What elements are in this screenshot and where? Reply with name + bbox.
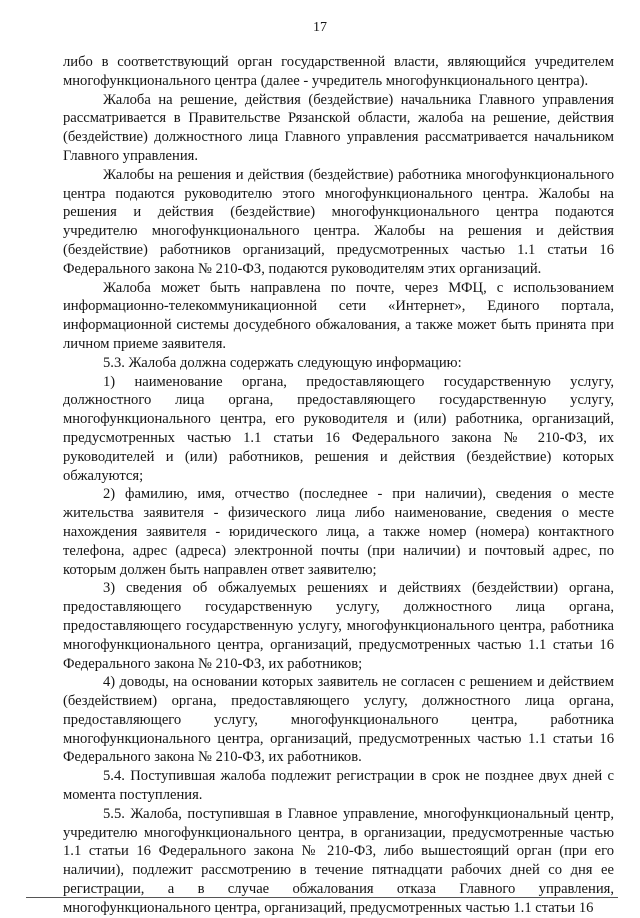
paragraph: 4) доводы, на основании которых заявитель не согласен с решением и действием (бездействием) органа, предоставляющего услугу, должностного лица органа, предоставляющего услугу, многофункционального центра, работника многофункционального центра, организаций, предусмотренных частью 1.1 статьи 16 Федерального закона № 210-ФЗ, их работников. bbox=[63, 674, 614, 766]
paragraph: 2) фамилию, имя, отчество (последнее - при наличии), сведения о месте жительства заявителя - физического лица либо наименование, сведения о месте нахождения заявителя - юридического лица, а также номер (номера) контактного телефона, адрес (адреса) электронной почты (при наличии) и почтовый адрес, по которым должен быть направлен ответ заявителю; bbox=[63, 486, 614, 578]
paragraph: либо в соответствующий орган государственной власти, являющийся учредителем многофункционального центра (далее - учредитель многофункционального центра). bbox=[63, 54, 614, 89]
footer-rule bbox=[26, 897, 618, 898]
paragraph: 1) наименование органа, предоставляющего государственную услугу, должностного лица органа, предоставляющего государственную услугу, многофункционального центра, его руководителя и (или) работника, организаций, предусмотренных частью 1.1 статьи 16 Федерального закона № 210-ФЗ, их руководителей и (или) работников, решения и действия (бездействие) которых обжалуются; bbox=[63, 373, 614, 484]
body-text bbox=[63, 53, 614, 918]
paragraph: Жалоба может быть направлена по почте, через МФЦ, с использованием информационно-телекоммуникационной сети «Интернет», Единого портала, информационной системы досудебного обжалования, а также может быть принята при личном приеме заявителя. bbox=[63, 279, 614, 352]
paragraph: 5.3. Жалоба должна содержать следующую информацию: bbox=[103, 354, 462, 371]
paragraph: Жалоба на решение, действия (бездействие) начальника Главного управления рассматривается в Правительстве Рязанской области, жалоба на решение, действия (бездействие) должностного лица Главного управления рассматривается начальником Главного управления. bbox=[63, 91, 614, 164]
page-number: 17 bbox=[313, 20, 327, 35]
paragraph: 5.5. Жалоба, поступившая в Главное управление, многофункциональный центр, учредителю многофункционального центра, в организации, предусмотренные частью 1.1 статьи 16 Федерального закона № 210-ФЗ, либо вышестоящий орган (при его наличии), подлежит рассмотрению в течение пятнадцати рабочих дней со дня ее регистрации, а в случае обжалования отказа Главного управления, многофункционального центра, организаций, предусмотренных частью 1.1 статьи 16 bbox=[63, 805, 614, 916]
paragraph: 5.4. Поступившая жалоба подлежит регистрации в срок не позднее двух дней с момента поступления. bbox=[63, 768, 614, 804]
paragraph: 3) сведения об обжалуемых решениях и действиях (бездействии) органа, предоставляющего государственную услугу, должностного лица органа, предоставляющего государственную услугу, многофункционального центра, работника многофункционального центра, организаций, предусмотренных частью 1.1 статьи 16 Федерального закона № 210-ФЗ, их работников; bbox=[63, 580, 614, 672]
paragraph: Жалобы на решения и действия (бездействие) работника многофункционального центра подаются руководителю этого многофункционального центра. Жалобы на решения и действия (бездействие) многофункционального центра подаются учредителю многофункционального центра. Жалобы на решения и действия (бездействие) работников организаций, предусмотренных частью 1.1 статьи 16 Федерального закона № 210-ФЗ, подаются руководителям этих организаций. bbox=[63, 166, 614, 277]
